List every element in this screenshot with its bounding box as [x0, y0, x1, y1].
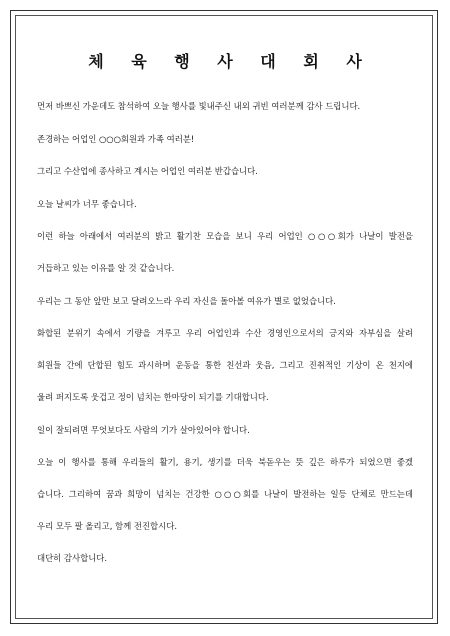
paragraph-line-13: 습니다. 그리하여 꿈과 희망이 넘치는 건강한 ○○○회를 나날이 발전하는 일등 단체로 만드는데 [37, 489, 413, 499]
paragraph-line-4: 오늘 날씨가 너무 좋습니다. [37, 199, 137, 209]
paragraph-line-14: 우리 모두 팔 올리고, 함께 전진합시다. [37, 521, 177, 531]
paragraph-line-9: 회원들 간에 단합된 힘도 과시하며 운동을 통한 친선과 웃음, 그리고 진취적인 기상이 온 천지에 [37, 360, 413, 370]
paragraph-line-3: 그리고 수산업에 종사하고 계시는 어업인 여러분 반갑습니다. [37, 166, 258, 176]
paragraph-line-10: 울려 퍼지도록 웃겁고 정이 넘치는 한마당이 되기를 기대합니다. [37, 392, 269, 402]
paragraph-line-1: 먼저 바쁘신 가운데도 참석하여 오늘 행사를 빛내주신 내외 귀빈 여러분께 감사 드립니다. [37, 101, 361, 111]
paragraph-line-11: 일이 잘되려면 무엇보다도 사람의 기가 살아있어야 합니다. [37, 425, 250, 435]
paragraph-line-7: 우리는 그 동안 앞만 보고 달려오느라 우리 자신을 돌아볼 여유가 별로 없었습니다. [37, 296, 336, 306]
paragraph-line-6: 거듭하고 있는 이유를 알 것 같습니다. [37, 263, 175, 273]
paragraph-line-2: 존경하는 어업인 ○○○회원과 가족 여러분! [37, 134, 195, 144]
document-title: 체 육 행 사 대 회 사 [88, 52, 373, 71]
paragraph-line-15: 대단히 감사합니다. [37, 553, 108, 563]
paragraph-line-5: 이런 하늘 아래에서 여러분의 밝고 활기찬 모습을 보니 우리 어업인 ○○○회가 나날이 발전을 [37, 231, 413, 241]
paragraph-line-12: 오늘 이 행사를 통해 우리들의 활기, 용기, 생기를 더욱 북돋우는 뜻 깊은 하루가 되었으면 좋겠 [37, 457, 413, 467]
paragraph-line-8: 화합된 분위기 속에서 기량을 겨루고 우리 어업인과 수산 경영인으로서의 긍지와 자부심을 살려 [37, 328, 413, 338]
